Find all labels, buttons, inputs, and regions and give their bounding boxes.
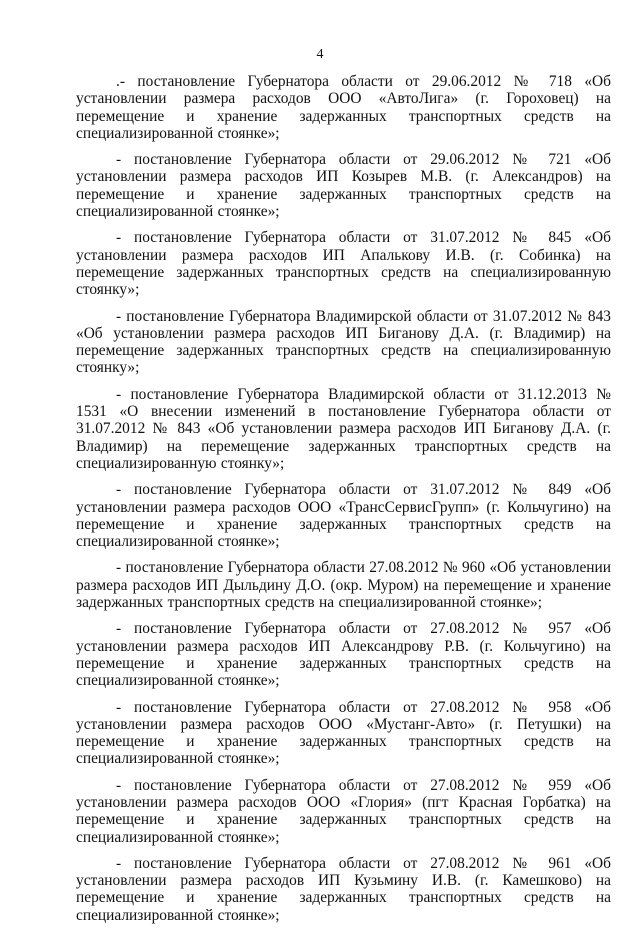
decree-item: - постановление Губернатора области от 27.08.2012 № 959 «Об установлении размера расходов ООО «Глория» (пгт Красная Горбатка) на перемещение и хранение задержанных транспортных средств на специализированной стоянке»; <box>76 776 611 846</box>
document-body <box>76 73 611 933</box>
decree-item: - постановление Губернатора области от 31.07.2012 № 845 «Об установлении размера расходов ИП Апалькову И.В. (г. Собинка) на перемещение задержанных транспортных средств на специализированную стоянку»; <box>76 229 611 299</box>
decree-item: - постановление Губернатора области 27.08.2012 № 960 «Об установлении размера расходов ИП Дыльдину Д.О. (окр. Муром) на перемещение и хранение задержанных транспортных средств на специализированной стоянке»; <box>76 559 611 612</box>
decree-item: - постановление Губернатора области от 27.08.2012 № 957 «Об установлении размера расходов ИП Александрову Р.В. (г. Кольчугино) на перемещение и хранение задержанных транспортных средств на специализированной стоянке»; <box>76 620 611 690</box>
page-number: 4 <box>316 47 324 62</box>
decree-item: - постановление Губернатора области от 27.08.2012 № 961 «Об установлении размера расходов ИП Кузьмину И.В. (г. Камешково) на перемещение и хранение задержанных транспортных средств на специализированной стоянке»; <box>76 854 611 924</box>
decree-item: - постановление Губернатора области от 29.06.2012 № 721 «Об установлении размера расходов ИП Козырев М.В. (г. Александров) на перемещение и хранение задержанных транспортных средств на специализированной стоянке»; <box>76 151 611 221</box>
decree-item: .- постановление Губернатора области от 29.06.2012 № 718 «Об установлении размера расходов ООО «АвтоЛига» (г. Гороховец) на перемещение и хранение задержанных транспортных средств на специализированной стоянке»; <box>76 73 611 142</box>
decree-item: - постановление Губернатора области от 27.08.2012 № 958 «Об установлении размера расходов ООО «Мустанг-Авто» (г. Петушки) на перемещение и хранение задержанных транспортных средств на специализированной стоянке»; <box>76 698 611 768</box>
decree-item: - постановление Губернатора Владимирской области от 31.07.2012 № 843 «Об установлении размера расходов ИП Биганову Д.А. (г. Владимир) на перемещение задержанных транспортных средств на специализированную стоянку»; <box>76 307 611 377</box>
decree-item: - постановление Губернатора Владимирской области от 31.12.2013 № 1531 «О внесении изменений в постановление Губернатора области от 31.07.2012 № 843 «Об установлении размера расходов ИП Биганову Д.А. (г. Владимир) на перемещение задержанных транспортных средств на специализированную стоянку»; <box>76 385 611 472</box>
decree-item: - постановление Губернатора области от 31.07.2012 № 849 «Об установлении размера расходов ООО «ТрансСервисГрупп» (г. Кольчугино) на перемещение и хранение задержанных транспортных средств на специализированной стоянке»; <box>76 481 611 551</box>
